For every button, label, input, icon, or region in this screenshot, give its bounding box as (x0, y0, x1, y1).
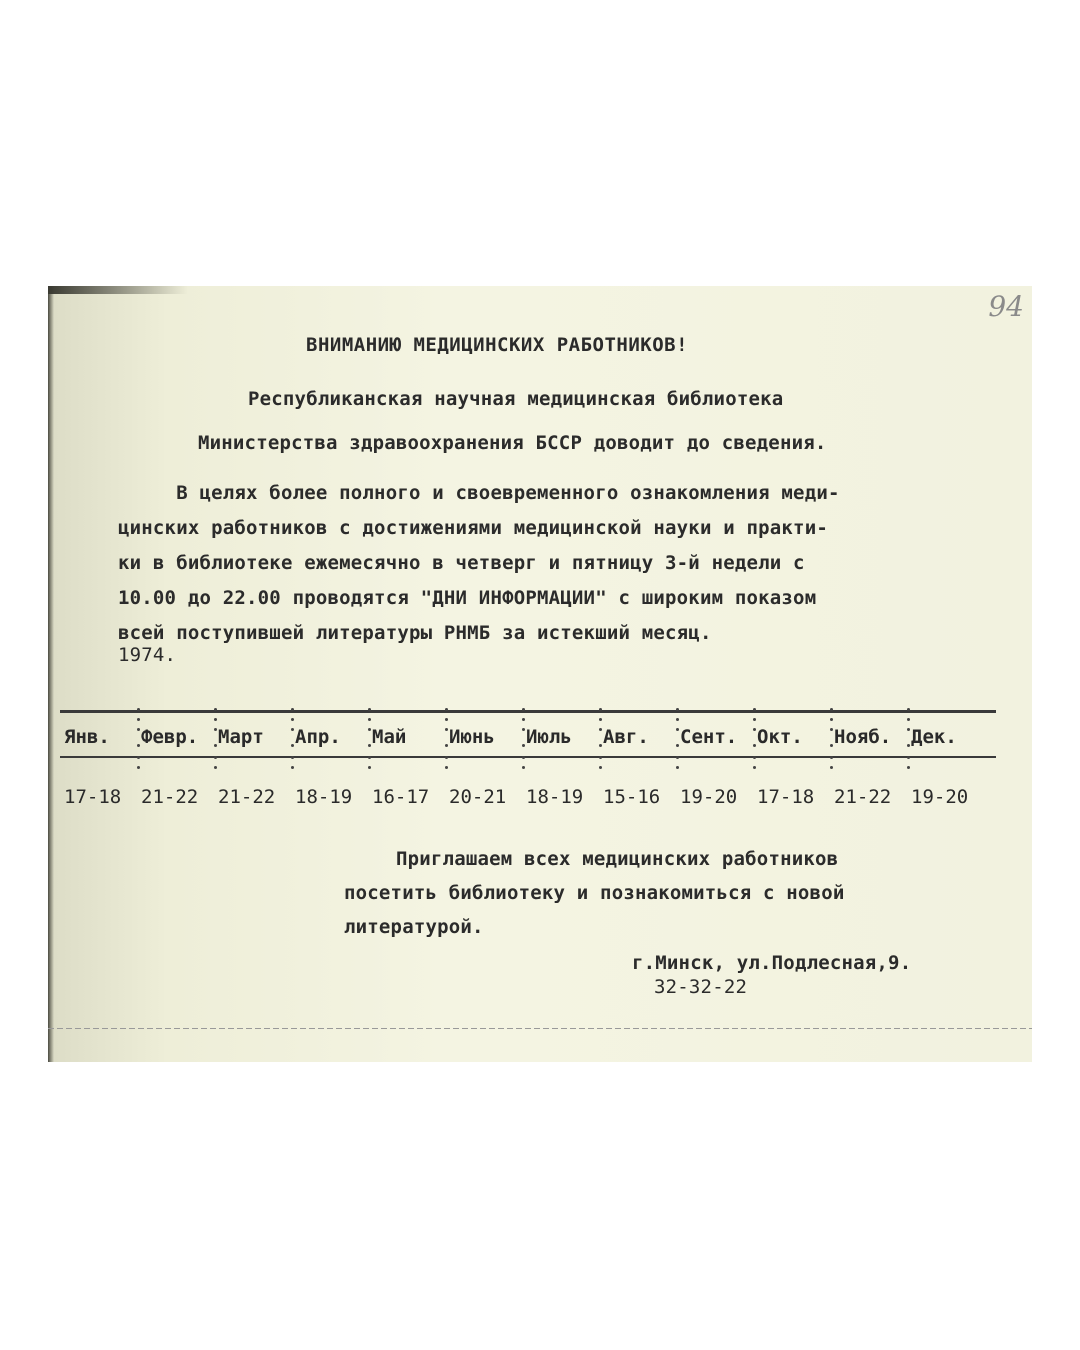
date-cell: 19-20 (911, 786, 969, 808)
column-separator-dot (214, 708, 217, 711)
schedule-dates-row (64, 786, 988, 808)
column-separator-dot (522, 708, 525, 711)
column-separator-dot (599, 756, 602, 759)
column-separator-dot (445, 766, 448, 769)
page-number: 94 (988, 290, 1024, 323)
month-cell: Дек. (911, 726, 957, 748)
column-separator-dot (522, 766, 525, 769)
invitation-line-1: Приглашаем всех медицинских работников (396, 848, 839, 870)
paragraph-line: ки в библиотеке ежемесячно в четверг и пятницу 3-й недели с (118, 552, 805, 574)
column-separator-dot (214, 718, 217, 721)
month-cell: Февр. (141, 726, 199, 748)
date-cell: 21-22 (141, 786, 199, 808)
column-separator-dot (291, 718, 294, 721)
column-separator-dot (599, 766, 602, 769)
invitation-line-3: литературой. (344, 916, 484, 938)
date-cell: 21-22 (834, 786, 892, 808)
notice-paragraph (118, 476, 840, 651)
binding-shadow (48, 286, 54, 1062)
month-cell: Май (372, 726, 407, 748)
column-separator-dot (830, 766, 833, 769)
column-separator-dot (599, 708, 602, 711)
date-cell: 17-18 (757, 786, 815, 808)
month-cell: Июль (526, 726, 572, 748)
date-cell: 18-19 (526, 786, 584, 808)
corner-shadow (48, 286, 188, 294)
column-separator-dot (907, 708, 910, 711)
column-separator-dot (291, 766, 294, 769)
column-separator-dot (907, 756, 910, 759)
column-separator-dot (291, 756, 294, 759)
column-separator-dot (753, 718, 756, 721)
column-separator-dot (137, 718, 140, 721)
month-cell: Окт. (757, 726, 803, 748)
column-separator-dot (753, 708, 756, 711)
column-separator-dot (830, 718, 833, 721)
date-cell: 15-16 (603, 786, 661, 808)
column-separator-dot (522, 718, 525, 721)
column-separator-dot (445, 756, 448, 759)
intro-line-1: Республиканская научная медицинская библиотека (248, 388, 784, 410)
column-separator-dot (676, 708, 679, 711)
column-separator-dot (830, 708, 833, 711)
paragraph-line: всей поступившей литературы РНМБ за истекший месяц. (118, 622, 712, 644)
year-label: 1974. (118, 644, 177, 666)
column-separator-dot (368, 766, 371, 769)
paragraph-line: В целях более полного и своевременного ознакомления меди- (118, 482, 840, 504)
column-separator-dot (368, 756, 371, 759)
column-separator-dot (137, 766, 140, 769)
column-separator-dot (676, 718, 679, 721)
column-separator-dot (676, 766, 679, 769)
month-cell: Сент. (680, 726, 738, 748)
date-cell: 19-20 (680, 786, 738, 808)
column-separator-dot (137, 708, 140, 711)
month-cell: Март (218, 726, 264, 748)
month-cell: Июнь (449, 726, 495, 748)
column-separator-dot (907, 766, 910, 769)
month-cell: Янв. (64, 726, 110, 748)
column-separator-dot (445, 718, 448, 721)
column-separator-dot (445, 708, 448, 711)
column-separator-dot (522, 756, 525, 759)
paragraph-line: цинских работников с достижениями медицинской науки и практи- (118, 517, 828, 539)
month-cell: Апр. (295, 726, 341, 748)
date-cell: 21-22 (218, 786, 276, 808)
column-separator-dot (137, 756, 140, 759)
date-cell: 18-19 (295, 786, 353, 808)
month-cell: Авг. (603, 726, 649, 748)
intro-line-2: Министерства здравоохранения БССР доводит до сведения. (198, 432, 827, 454)
date-cell: 20-21 (449, 786, 507, 808)
month-cell: Нояб. (834, 726, 892, 748)
column-separator-dot (676, 756, 679, 759)
column-separator-dot (214, 756, 217, 759)
column-separator-dot (214, 766, 217, 769)
invitation-line-2: посетить библиотеку и познакомиться с новой (344, 882, 845, 904)
schedule-months-row (64, 726, 988, 748)
column-separator-dot (368, 718, 371, 721)
column-separator-dot (753, 756, 756, 759)
date-cell: 16-17 (372, 786, 430, 808)
document-sheet (48, 286, 1032, 1062)
phone-number: 32-32-22 (654, 976, 748, 998)
date-cell: 17-18 (64, 786, 122, 808)
column-separator-dot (599, 718, 602, 721)
column-separator-dot (368, 708, 371, 711)
column-separator-dot (907, 718, 910, 721)
paragraph-line: 10.00 до 22.00 проводятся "ДНИ ИНФОРМАЦИИ" с широким показом (118, 587, 817, 609)
bottom-rule (48, 1028, 1032, 1029)
column-separator-dot (830, 756, 833, 759)
notice-title: ВНИМАНИЮ МЕДИЦИНСКИХ РАБОТНИКОВ! (306, 334, 689, 356)
address-line: г.Минск, ул.Подлесная,9. (632, 952, 912, 974)
column-separator-dot (753, 766, 756, 769)
column-separator-dot (291, 708, 294, 711)
